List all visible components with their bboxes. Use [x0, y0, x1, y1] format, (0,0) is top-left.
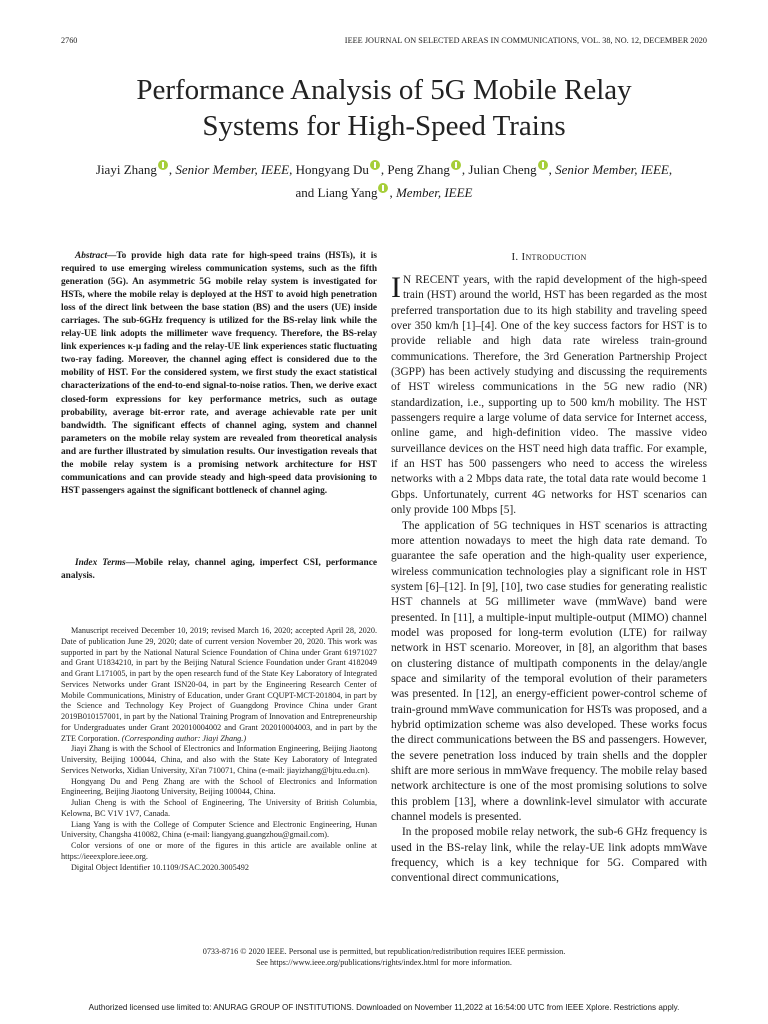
title-line-2: Systems for High-Speed Trains — [202, 110, 566, 142]
doi-note: Digital Object Identifier 10.1109/JSAC.2020.3005492 — [71, 862, 249, 872]
orcid-icon[interactable] — [538, 160, 548, 170]
color-figures-note: Color versions of one or more of the figures in this article are available online at https://ieeexplore.ieee.org. — [61, 841, 377, 861]
author-name: Liang Yang — [317, 185, 378, 200]
affiliation-note: Jiayi Zhang is with the School of Electronics and Information Engineering, Beijing Jiaotong University, Beijing 100044, China, and also with the State Key Laboratory of Integrated Services Networks, Xidian University, Xi'an 710071, China (e-mail: jiayizhang@bjtu.edu.cn). — [61, 744, 377, 775]
index-terms-label: Index Terms — [75, 558, 126, 568]
journal-header: IEEE JOURNAL ON SELECTED AREAS IN COMMUNICATIONS, VOL. 38, NO. 12, DECEMBER 2020 — [344, 36, 707, 45]
author-role: Member, IEEE — [395, 185, 473, 200]
author-name: Jiayi Zhang — [95, 162, 157, 177]
page-number: 2760 — [61, 36, 78, 45]
license-notice: Authorized licensed use limited to: ANURAG GROUP OF INSTITUTIONS. Downloaded on November 11,2022 at 16:54:00 UTC from IEEE Xplore. Restrictions apply. — [88, 1003, 680, 1012]
author-list — [40, 158, 728, 204]
authors-line-2: and Liang Yang , Member, IEEE — [295, 185, 473, 200]
abstract-label: Abstract — [75, 251, 108, 261]
orcid-icon[interactable] — [451, 160, 461, 170]
authors-line-1: Jiayi Zhang , Senior Member, IEEE, Hongyang Du , Peng Zhang , Julian Cheng , Senior Member, IEEE, — [95, 162, 673, 177]
intro-paragraph: In the proposed mobile relay network, the sub-6 GHz frequency is used in the BS-relay link, while the relay-UE link adopts mmWave frequency, which is a key technique for 5G. Compared with conventional direct communications, — [391, 826, 707, 885]
author-role: Senior Member, IEEE — [555, 162, 669, 177]
abstract-text: To provide high data rate for high-speed trains (HSTs), it is required to use emerging wireless communication systems, such as the fifth generation (5G). An asymmetric 5G mobile relay system is investigated for HSTs, where the mobile relay is deployed at the HST to avoid high penetration loss of the direct link between the base station (BS) and the users (UE) inside carriages. The sub-6GHz frequency is utilized for the BS-relay link while the relay-UE link adopts the millimeter wave frequency. Therefore, the BS-relay link experiences κ-μ fading and the relay-UE link experiences static fluctuating two-ray fading. Moreover, the channel aging effect is considered due to the mobility of HST. For the considered system, we first study the exact statistical characterizations of the end-to-end signal-to-noise ratios. Then, we derive exact closed-form expressions for key performance metrics, such as outage probability, average bit-error rate, and average achievable rate per unit bandwidth. The significant effects of channel aging, system and channel parameters on the mobile relay system are revealed from theoretical analysis and are further illustrated by simulation results. Our investigation reveals that the mobile relay system is a promising network architecture for HST communications and can provide steady and high-speed data provisioning to HST passengers against the significant bottleneck of channel aging. — [61, 251, 377, 496]
orcid-icon[interactable] — [158, 160, 168, 170]
orcid-icon[interactable] — [378, 183, 388, 193]
author-role: Senior Member, IEEE — [175, 162, 290, 177]
footnotes — [61, 626, 377, 873]
section-heading: I. Introduction — [511, 251, 587, 263]
author-name: Peng Zhang — [387, 162, 450, 177]
author-name: Hongyang Du — [295, 162, 369, 177]
funding-note: Manuscript received December 10, 2019; revised March 16, 2020; accepted April 28, 2020. Date of publication June 29, 2020; date of current version November 20, 2020. This work was supported in part by the National Natural Science Foundation of China under Grant 61971027 and Grant U1834210, in part by the Beijing Natural Science Foundation under Grant 4182049 and Grant L171005, in part by the open research fund of the State Key Laboratory of Integrated Services Networks under Grant ISN20-04, in part by the Engineering Research Center of Mobile Communications, Ministry of Education, under Grant CQUPT-MCT-201804, in part by the Science and Technology Key Project of Guangdong Province China under Grant 2019B010157001, in part by the National Training Program of Innovation and Entrepreneurship for Undergraduates under Grant 202010004002 and Grant 202010004003, and in part by the ZTE Corporation. (Corresponding author: Jiayi Zhang.) — [61, 626, 377, 743]
affiliation-note: Julian Cheng is with the School of Engineering, The University of British Columbia, Kelowna, BC V1V 1V7, Canada. — [61, 798, 377, 818]
introduction-body — [391, 273, 707, 887]
author-name: Julian Cheng — [468, 162, 537, 177]
copyright-notice: 0733-8716 © 2020 IEEE. Personal use is permitted, but republication/redistribution requires IEEE permission. See https://www.ieee.org/publications/rights/index.html for more information. — [202, 947, 566, 967]
intro-paragraph: I N RECENT years, with the rapid development of the high-speed train (HST) around the world, HST has been regarded as the most preferred transportation due to its high stability and traveling speed over 350 km/h [1]–[4]. One of the key success factors for HST is to provide reliable and high data rate wireless train-ground communications. Therefore, the 3rd Generation Partnership Project (3GPP) has been actively studying and discussing the requirements of HST wireless communications in the 5G new radio (NR) standardization, i.e., supporting up to 500 km/h mobility. The HST passengers require a large volume of data service for Internet access, online game, and high-definition video. The massive video surveillance devices on the HST need high data traffic. For example, if an HST has 500 passengers who need to access the wireless networks with a 2 Mbps data rate, the total data rate would become 1 Gbps. Unfortunately, current 4G networks for HST scenarios can only provide 100 Mbps [5]. — [391, 271, 707, 517]
orcid-icon[interactable] — [370, 160, 380, 170]
affiliation-note: Hongyang Du and Peng Zhang are with the School of Electronics and Information Engineering, Beijing Jiaotong University, Beijing 100044, China. — [61, 776, 377, 797]
index-terms: Index Terms—Mobile relay, channel aging, imperfect CSI, performance analysis. — [61, 558, 377, 581]
drop-cap: I — [391, 271, 401, 304]
index-terms-text: Mobile relay, channel aging, imperfect CSI, performance analysis. — [61, 558, 377, 581]
title-line-1: Performance Analysis of 5G Mobile Relay — [136, 74, 632, 106]
abstract: Abstract—To provide high data rate for high-speed trains (HSTs), it is required to use emerging wireless communication systems, such as the fifth generation (5G). An asymmetric 5G mobile relay system is investigated for HSTs, where the mobile relay is deployed at the HST to avoid high penetration loss of the direct link between the base station (BS) and the users (UE) inside carriages. The sub-6GHz frequency is utilized for the BS-relay link while the relay-UE link adopts the millimeter wave frequency. Therefore, the BS-relay link experiences κ-μ fading and the relay-UE link experiences static fluctuating two-ray fading. Moreover, the channel aging effect is considered due to the mobility of HST. For the considered system, we first study the exact statistical characterizations of the end-to-end signal-to-noise ratios. Then, we derive exact closed-form expressions for key performance metrics, such as outage probability, average bit-error rate, and average achievable rate per unit bandwidth. The significant effects of channel aging, system and channel parameters on the mobile relay system are revealed from theoretical analysis and are further illustrated by simulation results. Our investigation reveals that the mobile relay system is a promising network architecture for HST communications and can provide steady and high-speed data provisioning to HST passengers against the significant bottleneck of channel aging. — [61, 251, 377, 496]
affiliation-note: Liang Yang is with the College of Computer Science and Electronic Engineering, Hunan University, Changsha 410082, China (e-mail: liangyang.guangzhou@gmail.com). — [61, 819, 377, 840]
paper-title — [40, 72, 728, 144]
intro-paragraph: The application of 5G techniques in HST scenarios is attracting more attention nowadays to meet the high data rate demand. To guarantee the safe operation and the high-quality user experience, wireless communication technologies play a significant role in HST system [6]–[12]. In [9], [10], two case studies for generating realistic HST channels at 5G millimeter wave (mmWave) band were presented. In [11], a multiple-input multiple-output (MIMO) channel model was proposed for long-term evolution (LTE) for railway network in HST scenario. Moreover, in [8], an algorithm that bases on clustering distance of multipath components in the delay/angle space and similarity of the temporal evolution of their parameters was presented. In [12], an energy-efficient power-control scheme of train-ground mmWave communication for HSTs was proposed, and a hybrid optimization scheme was also developed. These works focus the direct communications between the BS and passengers. However, the severe penetration loss induced by train shells and the doppler shift are more serious in mmWave frequency. The mobile relay based network architecture is one of the most promising solutions to solve this problem [13], where a downlink-level simulator with accurate channel models is presented. — [391, 519, 707, 824]
